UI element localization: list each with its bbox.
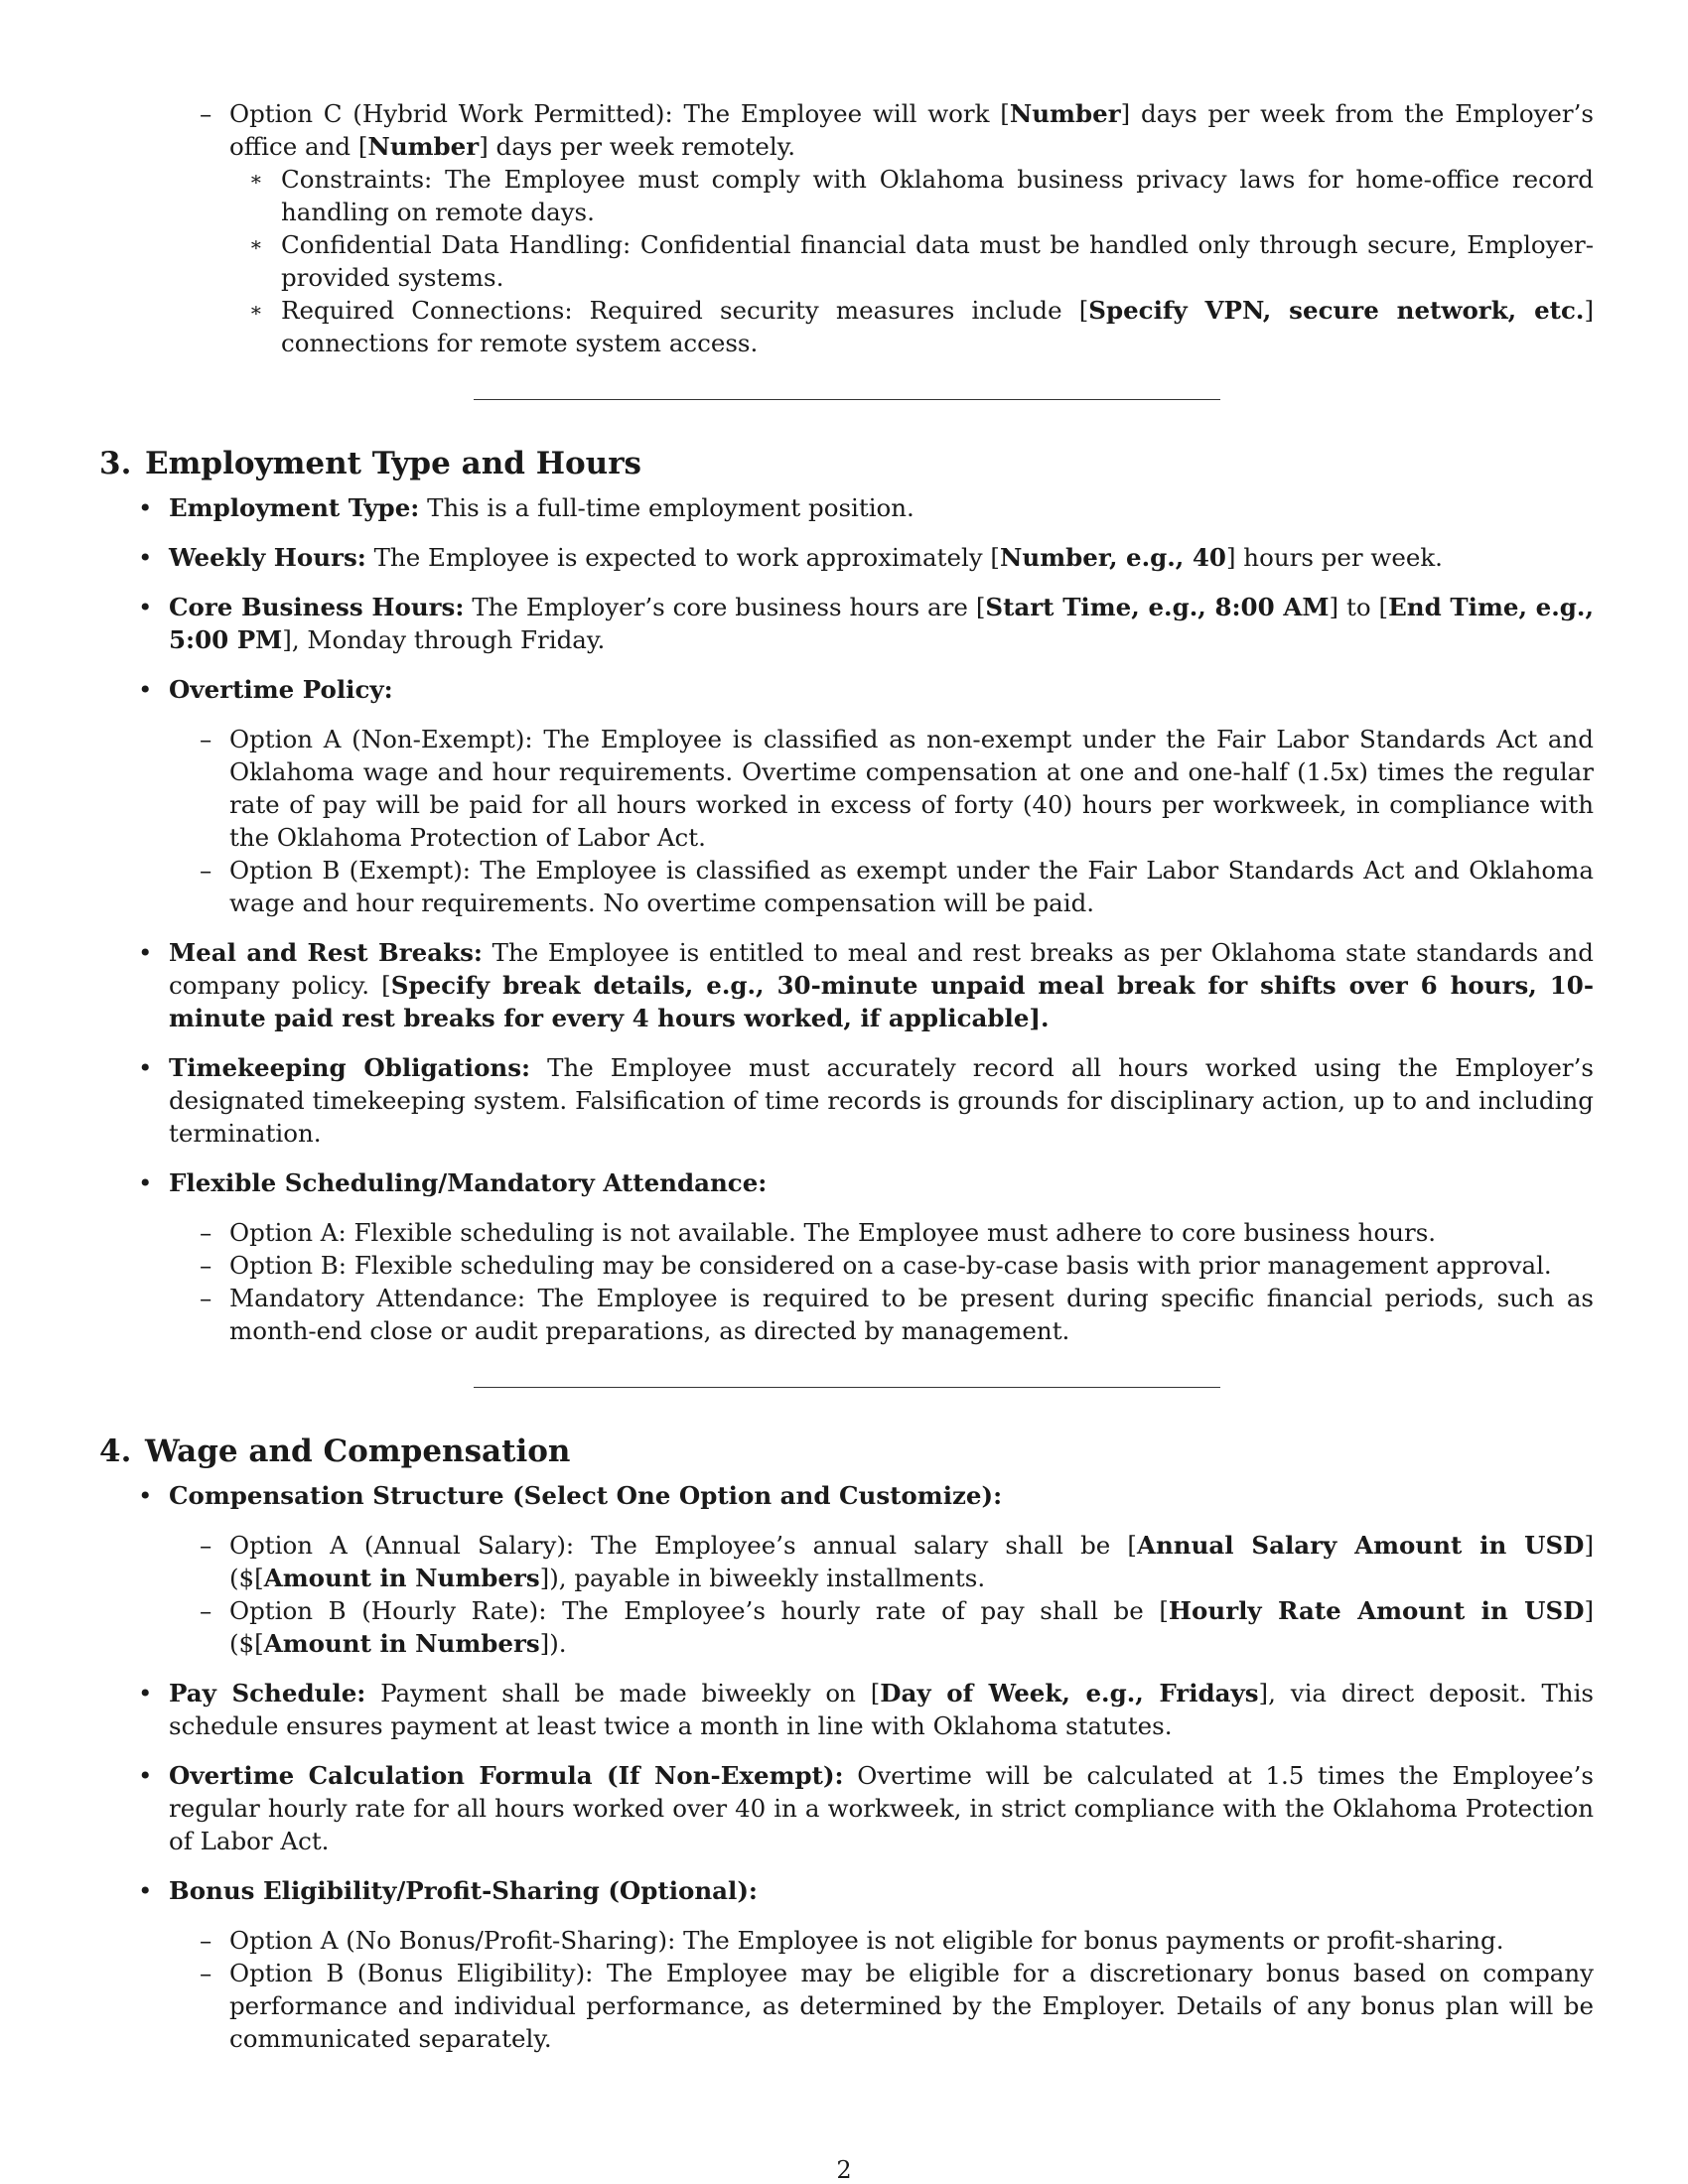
compensation-options [99, 1529, 1594, 1660]
section-4-heading: 4. Wage and Compensation [99, 1433, 571, 1469]
overtime-option-a: – Option A (Non-Exempt): The Employee is classified as non-exempt under the Fair Labor Standards Act and Oklahoma wage and hour requirements. Overtime compensation at one and one-half (1.5x) times the regular rate of pay will be paid for all hours worked in excess of forty (40) hours per workweek, in compliance with the Oklahoma Protection of Labor Act. [99, 723, 1594, 854]
constraints-item: ∗ Constraints: The Employee must comply with Oklahoma business privacy laws for home-office record handling on remote days. [99, 163, 1594, 228]
page-content [99, 97, 1594, 2055]
employment-type-item: • Employment Type: This is a full-time employment position. [99, 491, 1594, 524]
pay-schedule-item: • Pay Schedule: Payment shall be made biweekly on [Day of Week, e.g., Fridays], via direct deposit. This schedule ensures payment at least twice a month in line with Oklahoma statutes. [99, 1677, 1594, 1742]
weekly-hours-item: • Weekly Hours: The Employee is expected to work approximately [Number, e.g., 40] hours per week. [99, 541, 1594, 574]
bonus-eligibility-item: • Bonus Eligibility/Profit-Sharing (Optional): [99, 1874, 1594, 1907]
bonus-options [99, 1924, 1594, 2055]
overtime-options [99, 723, 1594, 919]
flexible-scheduling-options [99, 1216, 1594, 1347]
page-number: 2 [836, 2156, 852, 2184]
flex-option-a: – Option A: Flexible scheduling is not available. The Employee must adhere to core business hours. [99, 1216, 1594, 1249]
bonus-option-b: – Option B (Bonus Eligibility): The Employee may be eligible for a discretionary bonus based on company performance and individual performance, as determined by the Employer. Details of any bonus plan will be communicated separately. [99, 1957, 1594, 2055]
option-c-hybrid: – Option C (Hybrid Work Permitted): The Employee will work [Number] days per week from the Employer’s office and [Number] days per week remotely. [99, 97, 1594, 163]
required-connections-item: ∗ Required Connections: Required security measures include [Specify VPN, secure network, etc.] connections for remote system access. [99, 294, 1594, 359]
comp-option-b: – Option B (Hourly Rate): The Employee’s hourly rate of pay shall be [Hourly Rate Amount in USD] ($[Amount in Numbers]). [99, 1594, 1594, 1660]
section-divider [474, 399, 1220, 400]
compensation-structure-item: • Compensation Structure (Select One Option and Customize): [99, 1479, 1594, 1512]
meal-rest-breaks-item: • Meal and Rest Breaks: The Employee is entitled to meal and rest breaks as per Oklahoma state standards and company policy. [Specify break details, e.g., 30-minute unpaid meal break for shifts over 6 hours, 10-minute paid rest breaks for every 4 hours worked, if applicable]. [99, 936, 1594, 1034]
mandatory-attendance: – Mandatory Attendance: The Employee is required to be present during specific financial periods, such as month-end close or audit preparations, as directed by management. [99, 1282, 1594, 1347]
timekeeping-item: • Timekeeping Obligations: The Employee must accurately record all hours worked using the Employer’s designated timekeeping system. Falsification of time records is grounds for disciplinary action, up to and including termination. [99, 1051, 1594, 1150]
flexible-scheduling-item: • Flexible Scheduling/Mandatory Attendance: [99, 1166, 1594, 1199]
bonus-option-a: – Option A (No Bonus/Profit-Sharing): The Employee is not eligible for bonus payments or profit-sharing. [99, 1924, 1594, 1957]
overtime-policy-item: • Overtime Policy: [99, 673, 1594, 706]
overtime-calculation-item: • Overtime Calculation Formula (If Non-Exempt): Overtime will be calculated at 1.5 times the Employee’s regular hourly rate for all hours worked over 40 in a workweek, in strict compliance with the Oklahoma Protection of Labor Act. [99, 1759, 1594, 1857]
overtime-option-b: – Option B (Exempt): The Employee is classified as exempt under the Fair Labor Standards Act and Oklahoma wage and hour requirements. No overtime compensation will be paid. [99, 854, 1594, 919]
comp-option-a: – Option A (Annual Salary): The Employee’s annual salary shall be [Annual Salary Amount in USD] ($[Amount in Numbers]), payable in biweekly installments. [99, 1529, 1594, 1594]
flex-option-b: – Option B: Flexible scheduling may be considered on a case-by-case basis with prior management approval. [99, 1249, 1594, 1282]
core-business-hours-item: • Core Business Hours: The Employer’s core business hours are [Start Time, e.g., 8:00 AM] to [End Time, e.g., 5:00 PM], Monday through Friday. [99, 591, 1594, 656]
confidential-data-item: ∗ Confidential Data Handling: Confidential financial data must be handled only through secure, Employer-provided systems. [99, 228, 1594, 294]
section-divider [474, 1387, 1220, 1388]
section-3-heading: 3. Employment Type and Hours [99, 446, 641, 481]
